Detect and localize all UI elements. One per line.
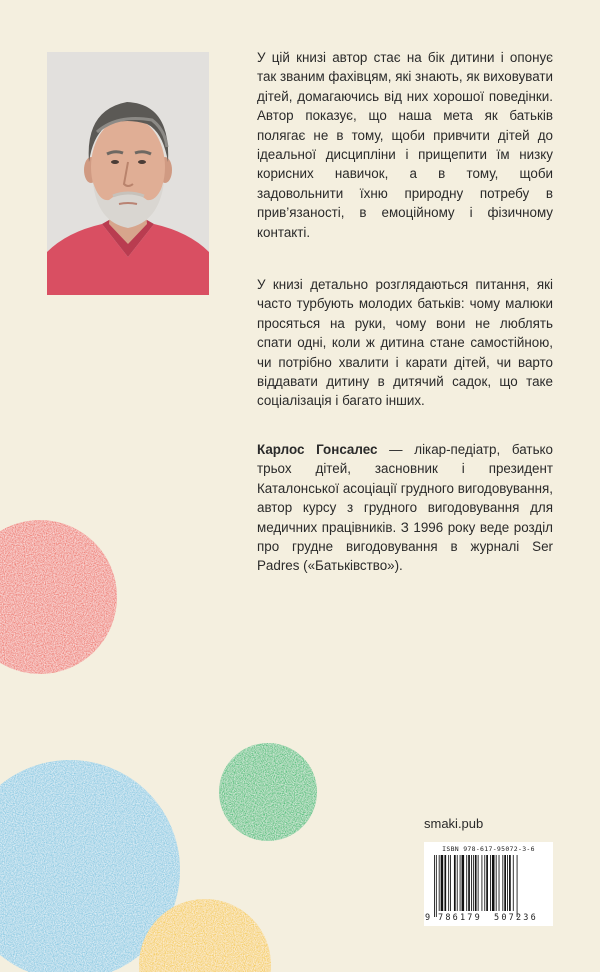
- barcode-digits-left: 786179: [438, 913, 482, 923]
- barcode-bar: [490, 855, 491, 911]
- barcode-bar: [460, 855, 461, 911]
- barcode-bar: [499, 855, 500, 911]
- description-paragraph-2: [257, 275, 553, 411]
- topics-text: У книзі детально розглядаються питання, які часто турбують молодих батьків: чому малюки просяться на руки, чому вони не люблять спати одні, коли ж дитина стане самостійною, чи потрібно хвалити і карати дітей, чи варто віддавати дитину в дитячий садок, що таке соціалізація і багато інших.: [257, 277, 553, 409]
- isbn-barcode: [424, 842, 553, 926]
- description-paragraph-1: [257, 48, 553, 242]
- barcode-bar: [482, 855, 483, 911]
- barcode-bar: [450, 855, 451, 911]
- barcode-bar: [454, 855, 456, 911]
- barcode-bar: [434, 855, 435, 917]
- barcode-bars: [432, 855, 545, 919]
- barcode-bar: [466, 855, 467, 911]
- barcode-bar: [517, 855, 518, 917]
- barcode-bar: [462, 855, 465, 911]
- barcode-bar: [448, 855, 449, 911]
- barcode-bar: [484, 855, 485, 911]
- barcode-bar: [486, 855, 488, 911]
- author-photo: [47, 52, 209, 295]
- barcode-bar: [475, 855, 477, 911]
- publisher-website[interactable]: smaki.pub: [424, 816, 484, 831]
- author-bio-paragraph: [257, 440, 553, 576]
- barcode-bar: [441, 855, 444, 911]
- author-bio-text: — лікар-педіатр, батько трьох дітей, засновник і президент Каталонської асоціації грудного вигодовування, автор курсу з грудного вигодовування для медичних працівників. З 1996 року веде розділ про грудне вигодовування в журналі Ser Padres («Батьківство»).: [257, 442, 553, 574]
- barcode-bar: [439, 855, 440, 911]
- barcode-bar: [444, 855, 446, 911]
- barcode-digit-first: 9: [425, 913, 431, 923]
- intro-text: У цій книзі автор стає на бік дитини і опонує так званим фахівцям, які знають, як виховувати дітей, домагаючись від них хорошої поведінки. Автор показує, що наша мета як батьків полягає не в тому, щоби привчити дітей до ідеальної дисципліни і прищепити їм низку корисних навичок, а в тому, щоби задовольнити їхню природну потребу в прив’язаності, в емоційному і фізичному контакті.: [257, 50, 553, 240]
- barcode-bar: [473, 855, 474, 911]
- barcode-bar: [457, 855, 458, 911]
- barcode-bar: [496, 855, 497, 911]
- barcode-bar: [468, 855, 470, 911]
- barcode-bar: [504, 855, 506, 911]
- barcode-digits-right: 507236: [494, 913, 538, 923]
- isbn-number: ISBN 978-617-95072-3-6: [442, 845, 535, 853]
- barcode-bar: [509, 855, 511, 911]
- barcode-bar: [502, 855, 503, 911]
- author-bio: [257, 440, 553, 576]
- barcode-bar: [436, 855, 437, 917]
- red-circle: [0, 520, 117, 674]
- author-name: Карлос Гонсалес: [257, 442, 378, 457]
- barcode-bar: [471, 855, 472, 911]
- barcode-bar: [507, 855, 508, 911]
- barcode-bar: [478, 855, 479, 911]
- green-circle: [219, 743, 317, 841]
- barcode-bar: [492, 855, 495, 911]
- barcode-bar: [513, 855, 514, 911]
